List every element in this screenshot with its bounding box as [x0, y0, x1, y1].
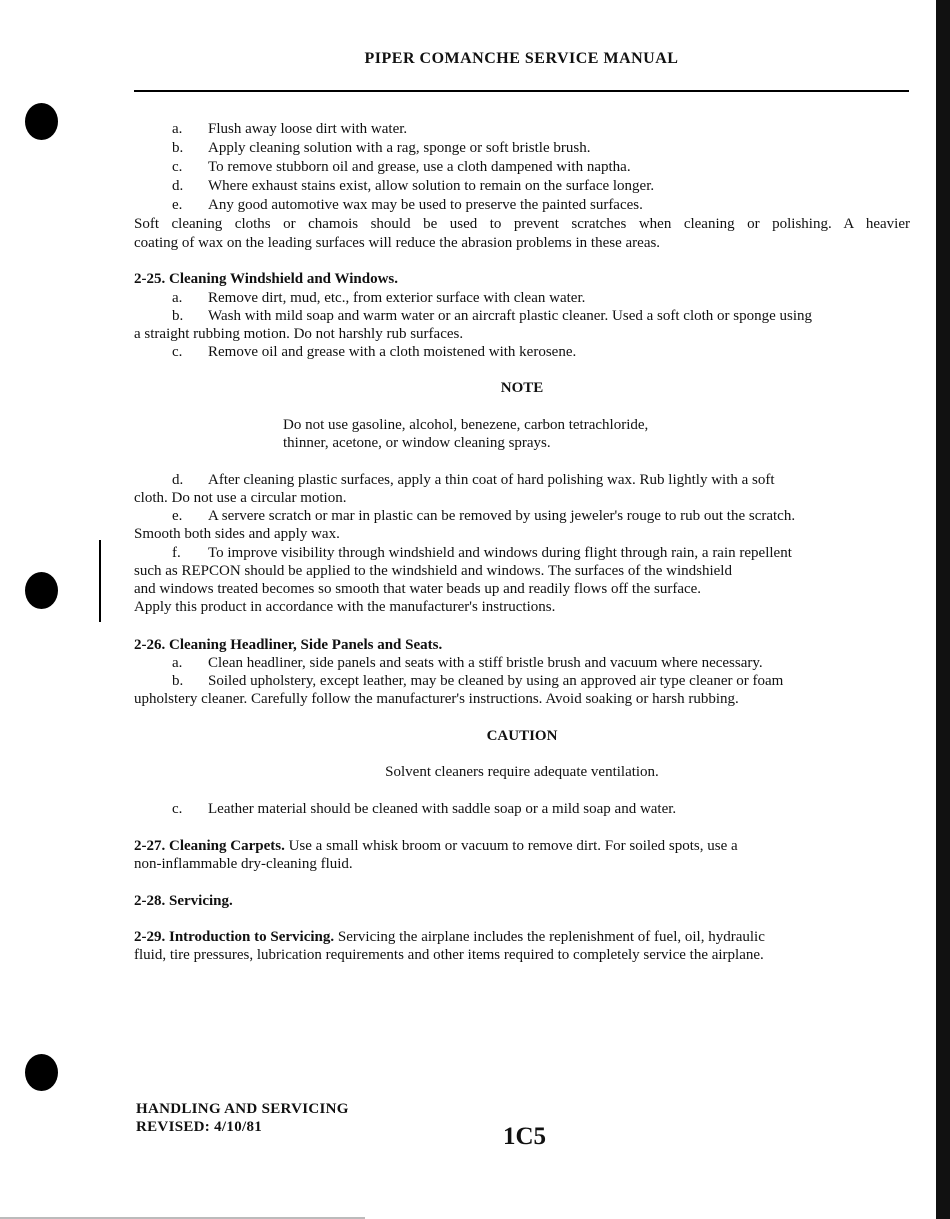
note-text: thinner, acetone, or window cleaning sprays.: [283, 435, 551, 451]
list-item: f. To improve visibility through windshield and windows during flight through rain, a rain repellent: [172, 545, 792, 561]
revision-change-bar: [99, 540, 101, 622]
page-number: 1C5: [503, 1123, 547, 1150]
note-text: Do not use gasoline, alcohol, benezene, carbon tetrachloride,: [283, 417, 649, 433]
binder-hole-bottom: [25, 1054, 58, 1091]
paragraph-line: a straight rubbing motion. Do not harshly rub surfaces.: [134, 326, 464, 342]
list-item: d. Where exhaust stains exist, allow solution to remain on the surface longer.: [172, 178, 655, 194]
binder-hole-top: [25, 103, 58, 140]
paragraph-line: such as REPCON should be applied to the windshield and windows. The surfaces of the windshield: [134, 563, 732, 579]
list-item: e. Any good automotive wax may be used to preserve the painted surfaces.: [172, 197, 643, 213]
list-item: e. A servere scratch or mar in plastic can be removed by using jeweler's rouge to rub out the scratch.: [172, 508, 796, 524]
paragraph-line: coating of wax on the leading surfaces will reduce the abrasion problems in these areas.: [134, 235, 661, 251]
list-item: a. Flush away loose dirt with water.: [172, 121, 408, 137]
list-item: c. To remove stubborn oil and grease, use a cloth dampened with naptha.: [172, 159, 631, 175]
page-edge: [936, 0, 950, 1219]
note-title: NOTE: [500, 380, 544, 396]
paragraph-line: and windows treated becomes so smooth that water beads up and readily flows off the surface.: [134, 581, 702, 597]
footer-section-info: [136, 1100, 349, 1136]
paragraph-line: non-inflammable dry-cleaning fluid.: [134, 856, 353, 872]
paragraph-line: Apply this product in accordance with the manufacturer's instructions.: [134, 599, 556, 615]
paragraph-line: 2-29. Introduction to Servicing. Servicing the airplane includes the replenishment of fuel, oil, hydraulic: [134, 929, 765, 945]
paragraph-line: cloth. Do not use a circular motion.: [134, 490, 347, 506]
section-heading-2-26: 2-26. Cleaning Headliner, Side Panels and Seats.: [134, 637, 443, 653]
paragraph-line: upholstery cleaner. Carefully follow the manufacturer's instructions. Avoid soaking or harsh rubbing.: [134, 691, 739, 707]
list-item: b. Wash with mild soap and warm water or an aircraft plastic cleaner. Used a soft cloth or sponge using: [172, 308, 813, 324]
section-heading-2-25: 2-25. Cleaning Windshield and Windows.: [134, 271, 398, 287]
paragraph-line: Smooth both sides and apply wax.: [134, 526, 340, 542]
paragraph-line: fluid, tire pressures, lubrication requirements and other items required to completely service the airplane.: [134, 947, 764, 963]
header-rule: [134, 90, 909, 92]
list-item: b. Apply cleaning solution with a rag, sponge or soft bristle brush.: [172, 140, 591, 156]
list-item: c. Remove oil and grease with a cloth moistened with kerosene.: [172, 344, 577, 360]
caution-text: Solvent cleaners require adequate ventilation.: [385, 764, 659, 780]
binder-hole-middle: [25, 572, 58, 609]
section-heading-2-28: 2-28. Servicing.: [134, 893, 233, 909]
list-item: b. Soiled upholstery, except leather, may be cleaned by using an approved air type cleaner or foam: [172, 673, 784, 689]
footer-section-title: HANDLING AND SERVICING: [136, 1101, 349, 1117]
paragraph-line: 2-27. Cleaning Carpets. Use a small whisk broom or vacuum to remove dirt. For soiled spots, use a: [134, 838, 738, 854]
section-heading-2-29: 2-29. Introduction to Servicing.: [134, 929, 335, 945]
manual-title: PIPER COMANCHE SERVICE MANUAL: [364, 50, 679, 67]
list-item: a. Clean headliner, side panels and seats with a stiff bristle brush and vacuum where necessary.: [172, 655, 763, 671]
caution-title: CAUTION: [486, 728, 558, 744]
paragraph-line: Soft cleaning cloths or chamois should be used to prevent scratches when cleaning or polishing. A heavier: [134, 216, 910, 232]
list-item: d. After cleaning plastic surfaces, apply a thin coat of hard polishing wax. Rub lightly with a soft: [172, 472, 775, 488]
footer-revised-date: REVISED: 4/10/81: [136, 1119, 263, 1135]
list-item: c. Leather material should be cleaned with saddle soap or a mild soap and water.: [172, 801, 677, 817]
list-item: a. Remove dirt, mud, etc., from exterior surface with clean water.: [172, 290, 586, 306]
section-heading-2-27: 2-27. Cleaning Carpets.: [134, 838, 285, 854]
